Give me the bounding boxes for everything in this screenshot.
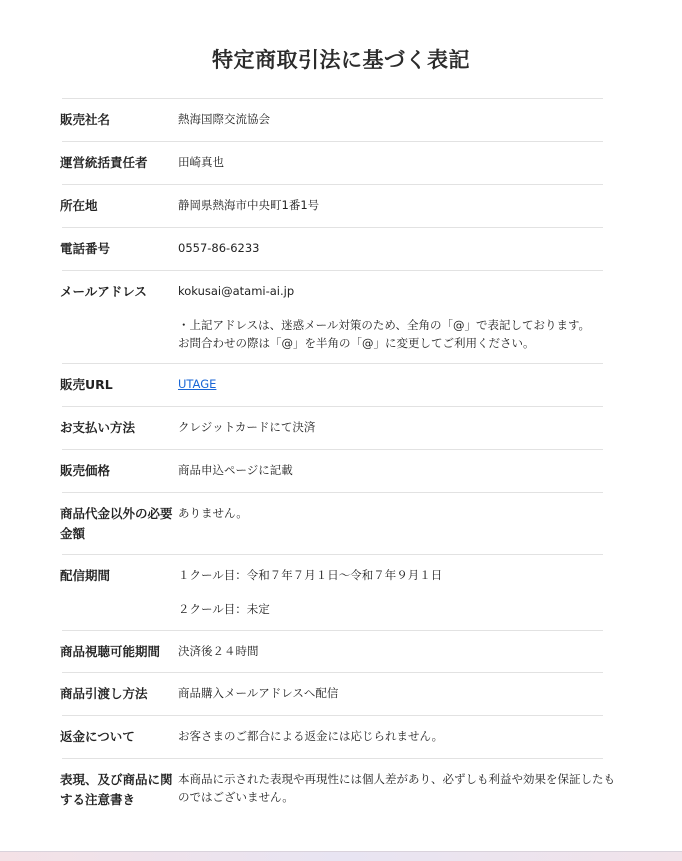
period-line: １クール目：令和７年７月１日～令和７年９月１日 [178,568,443,582]
table-row-sales-url [62,364,603,407]
row-value: ありません。 [178,506,248,520]
row-label: 返金について [60,729,135,744]
table-row-delivery-period [62,555,603,631]
table-row-email [62,271,603,364]
table-row-viewing-period [62,631,603,673]
row-value: 静岡県熱海市中央町1番1号 [178,198,320,212]
row-value [178,375,603,406]
email-note: お問合わせの際は「@」を半角の「@」に変更してご利用ください。 [178,336,535,350]
row-value [178,282,603,363]
legal-info-table [60,98,615,819]
table-row-disclaimer [60,759,615,819]
table-row-refund [62,716,603,759]
table-row-phone [62,228,603,271]
sales-url-link[interactable]: UTAGE [178,377,217,391]
row-label: 商品代金以外の必要 金額 [60,506,173,541]
row-label: 商品視聴可能期間 [60,644,161,659]
row-label: 販売社名 [60,112,111,127]
row-label: 配信期間 [60,568,111,583]
row-value: 商品購入メールアドレスへ配信 [178,686,339,700]
row-label: メールアドレス [60,284,147,299]
row-value [178,566,603,630]
table-row-delivery-method [62,673,603,716]
row-value: 田崎真也 [178,155,224,169]
table-row-additional-cost [62,493,603,555]
row-label: 表現、及び商品に関 する注意書き [60,772,173,807]
footer-divider [0,851,682,861]
row-value: お客さまのご都合による返金には応じられません。 [178,729,444,743]
table-row-address [62,185,603,228]
email-note: ・上記アドレスは、迷惑メール対策のため、全角の「@」で表記しております。 [178,318,591,332]
row-value: 0557-86-6233 [178,241,260,255]
row-value: 決済後２４時間 [178,644,259,658]
row-value: 本商品に示された表現や再現性には個人差があり、必ずしも利益や効果を保証したも のではございません。 [178,772,615,804]
table-row-seller [62,99,603,142]
period-line: ２クール目：未定 [178,602,270,616]
row-label: 所在地 [60,198,98,213]
table-row-manager [62,142,603,185]
row-label: 販売URL [60,377,113,392]
row-label: 商品引渡し方法 [60,686,148,701]
row-label: お支払い方法 [60,420,136,435]
email-address: kokusai@atami-ai.jp [178,284,295,298]
table-row-price [62,450,603,493]
page-title: 特定商取引法に基づく表記 [212,48,470,72]
row-label: 販売価格 [60,463,111,478]
row-label: 電話番号 [60,241,111,256]
table-row-payment [62,407,603,450]
row-value: 熱海国際交流協会 [178,112,270,126]
row-label: 運営統括責任者 [60,155,148,170]
row-value: 商品申込ページに記載 [178,463,293,477]
row-value: クレジットカードにて決済 [178,420,316,434]
